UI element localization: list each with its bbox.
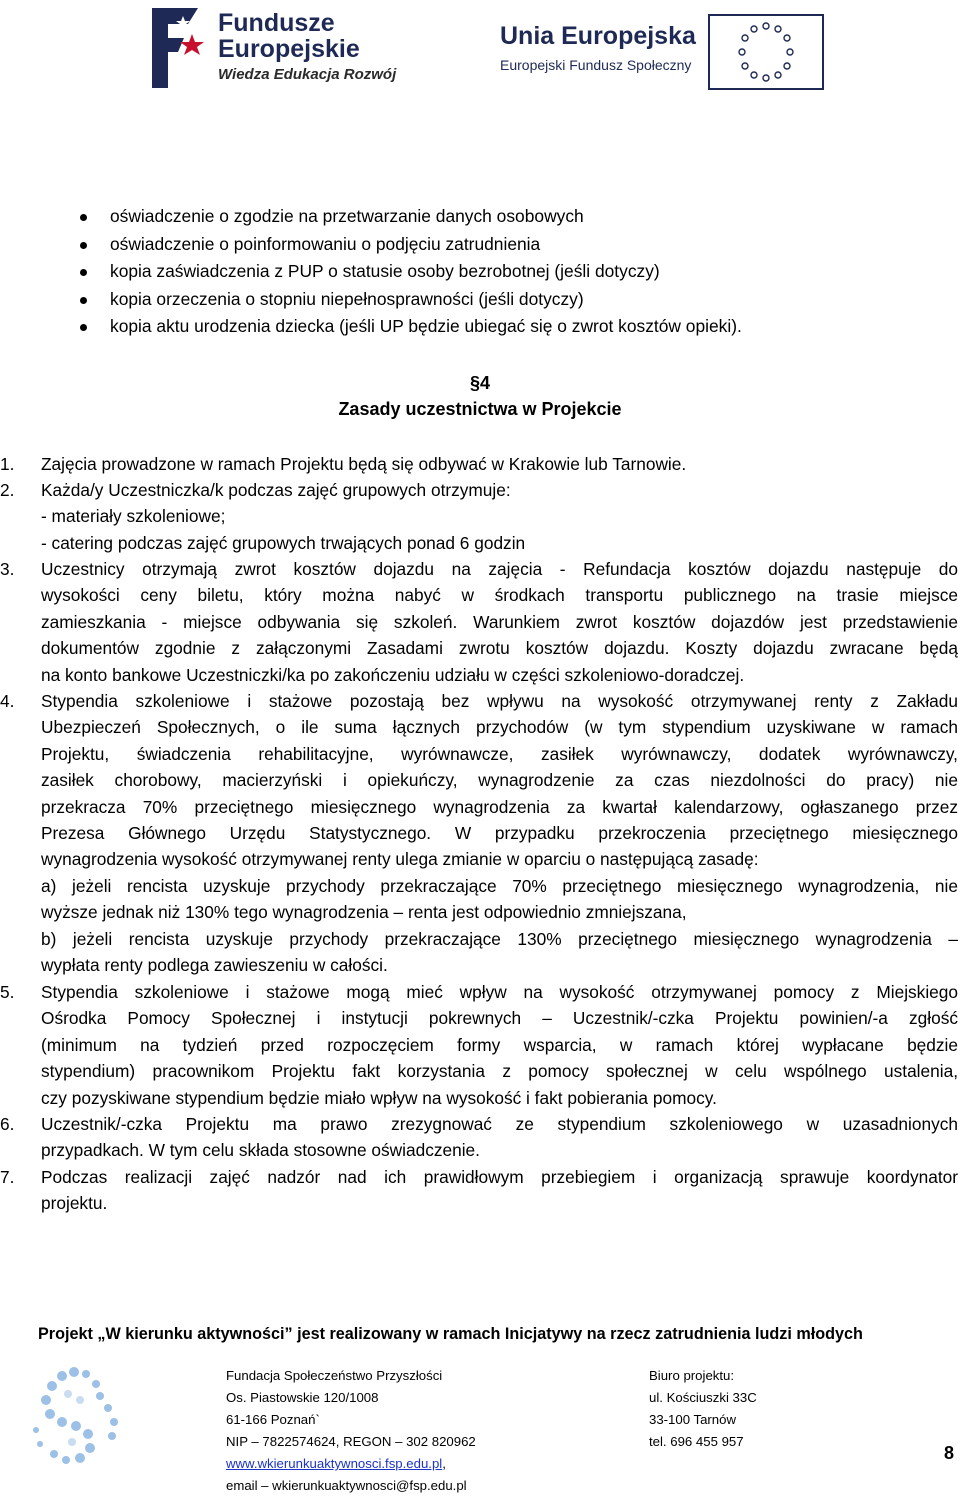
paragraph-line: Ośrodka Pomocy Społecznej i instytucji pokrewnych – Uczestnik/-czka Projektu powinien/-a zgłość [41, 1008, 958, 1029]
org-street: Os. Piastowskie 120/1008 [226, 1390, 379, 1405]
paragraph-line: Zajęcia prowadzone w ramach Projektu będą się odbywać w Krakowie lub Tarnowie. [41, 454, 687, 474]
page-number: 8 [944, 1443, 955, 1463]
paragraph-number: 5. [0, 982, 15, 1002]
paragraph-line: Ubezpieczeń Społecznych, o ile suma łącznych przychodów (w tym stypendium uzyskiwane w ramach [41, 717, 958, 738]
footer-org-address [226, 1365, 476, 1497]
paragraph-line: dokumentów zgodnie z załączonymi Zasadami zwrotu kosztów dojazdu. Koszty dojazdu zwracane będą [41, 638, 958, 659]
paragraph-line: Projektu, świadczenia rehabilitacyjne, wyrównawcze, zasiłek wyrównawczy, dodatek wyrównawczy, [41, 743, 958, 764]
paragraph-line: wynagrodzenia wysokość otrzymywanej renty ulega zmianie w oparciu o następującą zasadę: [41, 849, 759, 870]
unia-europejska-logo [500, 0, 800, 100]
fe-star-mark-icon [148, 4, 206, 92]
fe-logo-tagline: Wiedza Edukacja Rozwój [218, 66, 397, 83]
paragraph-line: wysokości ceny biletu, który można nabyć w środkach transportu publicznego na trasie miejsce [41, 585, 958, 606]
fsp-foundation-logo-icon [24, 1362, 134, 1472]
fundusze-europejskie-logo [140, 0, 410, 100]
paragraph-line: wypłata renty podlega zawieszeniu w całości. [41, 955, 388, 976]
list-item: kopia orzeczenia o stopniu niepełnosprawności (jeśli dotyczy) [72, 286, 872, 314]
list-item: oświadczenie o poinformowaniu o podjęciu zatrudnienia [72, 231, 872, 259]
footer-project-title: Projekt „W kierunku aktywności” jest realizowany w ramach Inicjatywy na rzecz zatrudnienia ludzi młodych [38, 1325, 863, 1343]
paragraph-line: b) jeżeli rencista uzyskuje przychody przekraczające 130% przeciętnego miesięcznego wynagrodzenia – [41, 928, 958, 949]
paragraph-number: 2. [0, 480, 15, 500]
paragraph-number: 7. [0, 1167, 15, 1187]
paragraph-number: 6. [0, 1114, 15, 1134]
eu-flag-icon [708, 14, 824, 90]
paragraph-line: projektu. [41, 1193, 108, 1214]
fe-logo-line1: Fundusze [218, 9, 335, 37]
list-item: oświadczenie o zgodzie na przetwarzanie danych osobowych [72, 203, 872, 231]
footer-office-address [649, 1365, 757, 1453]
paragraph-line: przypadkach. W tym celu składa stosowne oświadczenie. [41, 1140, 480, 1161]
fe-logo-line2: Europejskie [218, 35, 360, 63]
list-item: kopia zaświadczenia z PUP o statusie osoby bezrobotnej (jeśli dotyczy) [72, 258, 872, 286]
ue-logo-line1: Unia Europejska [500, 22, 696, 50]
paragraph-line: zamieszkania - miejsce odbywania się szkoleń. Warunkiem zwrot kosztów dojazdów jest przedstawienie [41, 611, 958, 632]
paragraph-number: 3. [0, 559, 15, 579]
paragraph-line: przekracza 70% przeciętnego miesięcznego wynagrodzenia za kwartał kalendarzowy, ogłaszanego przez [41, 796, 958, 817]
org-website-line: www.wkierunkuaktywnosci.fsp.edu.pl, [226, 1456, 446, 1471]
office-label: Biuro projektu: [649, 1368, 735, 1383]
paragraph-line: - catering podczas zajęć grupowych trwających ponad 6 godzin [41, 532, 526, 553]
org-name: Fundacja Społeczeństwo Przyszłości [226, 1368, 443, 1383]
office-city: 33-100 Tarnów [649, 1412, 736, 1427]
list-item: kopia aktu urodzenia dziecka (jeśli UP będzie ubiegać się o zwrot kosztów opieki). [72, 313, 872, 341]
required-documents-list [72, 203, 872, 341]
paragraph-line: czy pozyskiwane stypendium będzie miało wpływ na wysokość i fakt pobierania pomocy. [41, 1087, 717, 1108]
office-phone: tel. 696 455 957 [649, 1434, 744, 1449]
paragraph-line: Uczestnik/-czka Projektu ma prawo zrezygnować ze stypendium szkoleniowego w uzasadnionych [41, 1114, 958, 1134]
paragraph-number: 1. [0, 454, 15, 474]
paragraph-line: Stypendia szkoleniowe i stażowe mogą mieć wpływ na wysokość otrzymywanej pomocy z Miejskiego [41, 982, 958, 1002]
paragraph-line: na konto bankowe Uczestniczki/ka po zakończeniu udziału w części szkoleniowo-doradczej. [41, 664, 745, 685]
paragraph-line: Podczas realizacji zajęć nadzór nad ich prawidłowym przebiegiem i organizacją sprawuje koordynator [41, 1167, 958, 1187]
paragraph-line: zasiłek chorobowy, macierzyński i opiekuńczy, wynagrodzenie za czas niezdolności do pracy) nie [41, 770, 958, 791]
org-city: 61-166 Poznań` [226, 1412, 320, 1427]
office-street: ul. Kościuszki 33C [649, 1390, 757, 1405]
section-title: Zasady uczestnictwa w Projekcie [338, 399, 622, 419]
section-number: §4 [469, 373, 491, 393]
org-email: email – wkierunkuaktywnosci@fsp.edu.pl [226, 1478, 467, 1493]
paragraph-line: - materiały szkoleniowe; [41, 506, 226, 527]
paragraph-line: (minimum na tydzień przed rozpoczęciem formy wsparcia, w ramach której wypłacane będzie [41, 1034, 958, 1055]
website-link[interactable]: www.wkierunkuaktywnosci.fsp.edu.pl [226, 1456, 443, 1471]
paragraph-line: Stypendia szkoleniowe i stażowe pozostają bez wpływu na wysokość otrzymywanej renty z Zakładu [41, 691, 958, 711]
paragraph-line: stypendium) pracownikom Projektu fakt korzystania z pomocy społecznej w celu wspólnego ustalenia, [41, 1061, 958, 1082]
ue-logo-line2: Europejski Fundusz Społeczny [500, 57, 692, 73]
paragraph-number: 4. [0, 691, 15, 711]
paragraph-line: Każda/y Uczestniczka/k podczas zajęć grupowych otrzymuje: [41, 480, 511, 500]
paragraph-line: wyższe jednak niż 130% tego wynagrodzenia – renta jest odpowiednio zmniejszana, [41, 902, 687, 923]
paragraph-line: a) jeżeli rencista uzyskuje przychody przekraczające 70% przeciętnego miesięcznego wynagrodzenia, nie [41, 875, 958, 896]
paragraph-line: Uczestnicy otrzymają zwrot kosztów dojazdu na zajęcia - Refundacja kosztów dojazdu następuje do [41, 559, 958, 579]
paragraph-line: Prezesa Głównego Urzędu Statystycznego. W przypadku przekroczenia przeciętnego miesięcznego [41, 823, 958, 844]
org-tax-ids: NIP – 7822574624, REGON – 302 820962 [226, 1434, 476, 1449]
